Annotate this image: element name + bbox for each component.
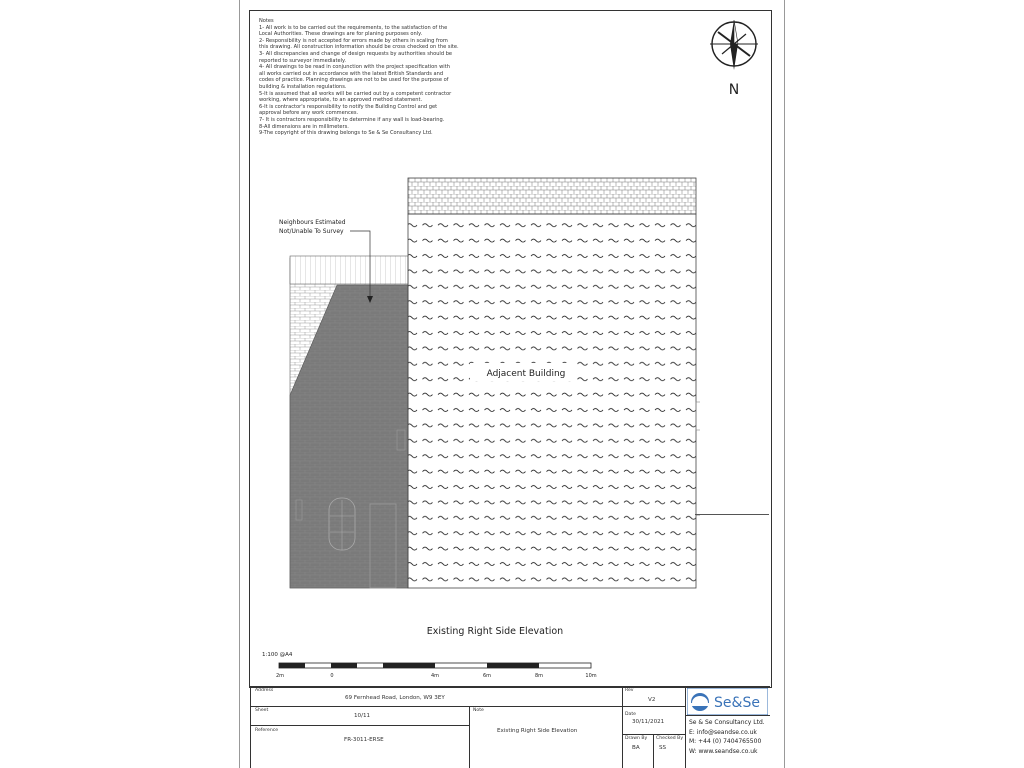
title-block-divider: [622, 686, 623, 768]
title-block-row-line: [250, 725, 470, 726]
neighbour-note-line-1: Neighbours Estimated: [279, 219, 346, 226]
company-email: E: info@seandse.co.uk: [689, 728, 757, 736]
checked-by-label: Checked By: [656, 736, 684, 741]
adjacent-building-label: Adjacent Building: [486, 369, 566, 379]
note-line: 3- All discrepancies and change of design requests by authorities should be: [259, 50, 453, 57]
neighbour-note: [279, 218, 346, 236]
note-line: building & installation regulations.: [259, 83, 347, 90]
scale-tick: 10m: [585, 673, 597, 679]
drawn-by-label: Drawn By: [625, 736, 648, 741]
note-line: working, where appropriate, to an approved method statement.: [259, 97, 423, 104]
note-label: Note: [473, 708, 484, 713]
adjacent-building: [408, 214, 696, 588]
title-block-divider: [653, 734, 654, 768]
drawing-title: Existing Right Side Elevation: [426, 626, 564, 637]
title-block-divider: [469, 706, 470, 768]
title-block-row-line: [622, 734, 686, 735]
scale-tick: 0: [330, 673, 334, 679]
logo-text: Se&Se: [714, 695, 760, 711]
note-line: this drawing. All construction information should be cross checked on the site.: [259, 44, 459, 51]
company-web: W: www.seandse.co.uk: [689, 747, 758, 755]
address-value: 69 Fernhead Road, London, W9 3EY: [345, 695, 445, 701]
note-line: codes of practice. Planning drawings are not to be used for the purpose of: [259, 77, 449, 84]
neighbour-coping: [290, 256, 408, 284]
reference-label: Reference: [255, 728, 279, 733]
sheet-value: 10/11: [354, 713, 371, 719]
scale-label: 1:100 @A4: [262, 652, 293, 658]
note-line: Local Authorities. These drawings are for planing purposes only.: [259, 31, 423, 38]
gutter-box: [696, 402, 700, 430]
company-details: [689, 718, 765, 756]
notes-heading: Notes: [259, 18, 274, 24]
note-line: reported to surveyor immediately.: [259, 57, 346, 64]
title-block-row-line: [250, 706, 686, 707]
note-line: approval before any work commences.: [259, 110, 359, 117]
title-block-edge: [250, 686, 251, 768]
scale-tick: 6m: [482, 673, 492, 679]
title-block-row-line: [686, 715, 770, 716]
note-line: 6-It is contractor's responsibility to notify the Building Control and get: [259, 103, 438, 110]
scale-bar: [278, 660, 598, 672]
note-line: 8-All dimensions are in millimeters.: [259, 123, 349, 130]
title-block-divider: [685, 686, 686, 768]
note-line: 9-The copyright of this drawing belongs to Se & Se Consultancy Ltd.: [259, 130, 433, 137]
checked-by-value: SS: [659, 745, 667, 751]
rev-value: V2: [648, 697, 656, 703]
rev-label: Rev: [625, 688, 634, 693]
address-label: Address: [255, 688, 274, 693]
scale-tick: 4m: [430, 673, 440, 679]
ground-extension-line: [695, 514, 769, 515]
note-line: 2- Responsibility is not accepted for errors made by others in scaling from: [259, 37, 448, 44]
scale-tick: 2m: [275, 673, 285, 679]
date-label: Date: [625, 712, 636, 717]
note-value: Existing Right Side Elevation: [497, 728, 578, 734]
company-mobile: M: +44 (0) 7404765500: [689, 738, 762, 745]
note-line: all works carried out in accordance with the latest British Standards and: [259, 70, 444, 77]
sheet-label: Sheet: [255, 708, 269, 713]
note-line: 1- All work is to be carried out the requirements, to the satisfaction of the: [259, 24, 448, 31]
north-label: N: [728, 82, 740, 98]
note-line: 4- All drawings to be read in conjunction with the project specification with: [259, 64, 450, 71]
note-line: 5-It is assumed that all works will be carried out by a competent contractor: [259, 90, 452, 97]
general-notes: [259, 18, 479, 137]
company-logo: [687, 688, 768, 715]
reference-value: FR-3011-ERSE: [344, 737, 384, 743]
date-value: 30/11/2021: [632, 719, 665, 725]
drawn-by-value: BA: [632, 745, 640, 751]
adjacent-parapet: [408, 178, 696, 214]
north-arrow-icon: [704, 14, 766, 98]
scale-tick: 8m: [534, 673, 544, 679]
neighbour-note-line-2: Not/Unable To Survey: [279, 228, 344, 235]
company-name: Se & Se Consultancy Ltd.: [689, 719, 765, 726]
note-line: 7- It is contractors responsibility to determine if any wall is load-bearing.: [259, 116, 445, 123]
